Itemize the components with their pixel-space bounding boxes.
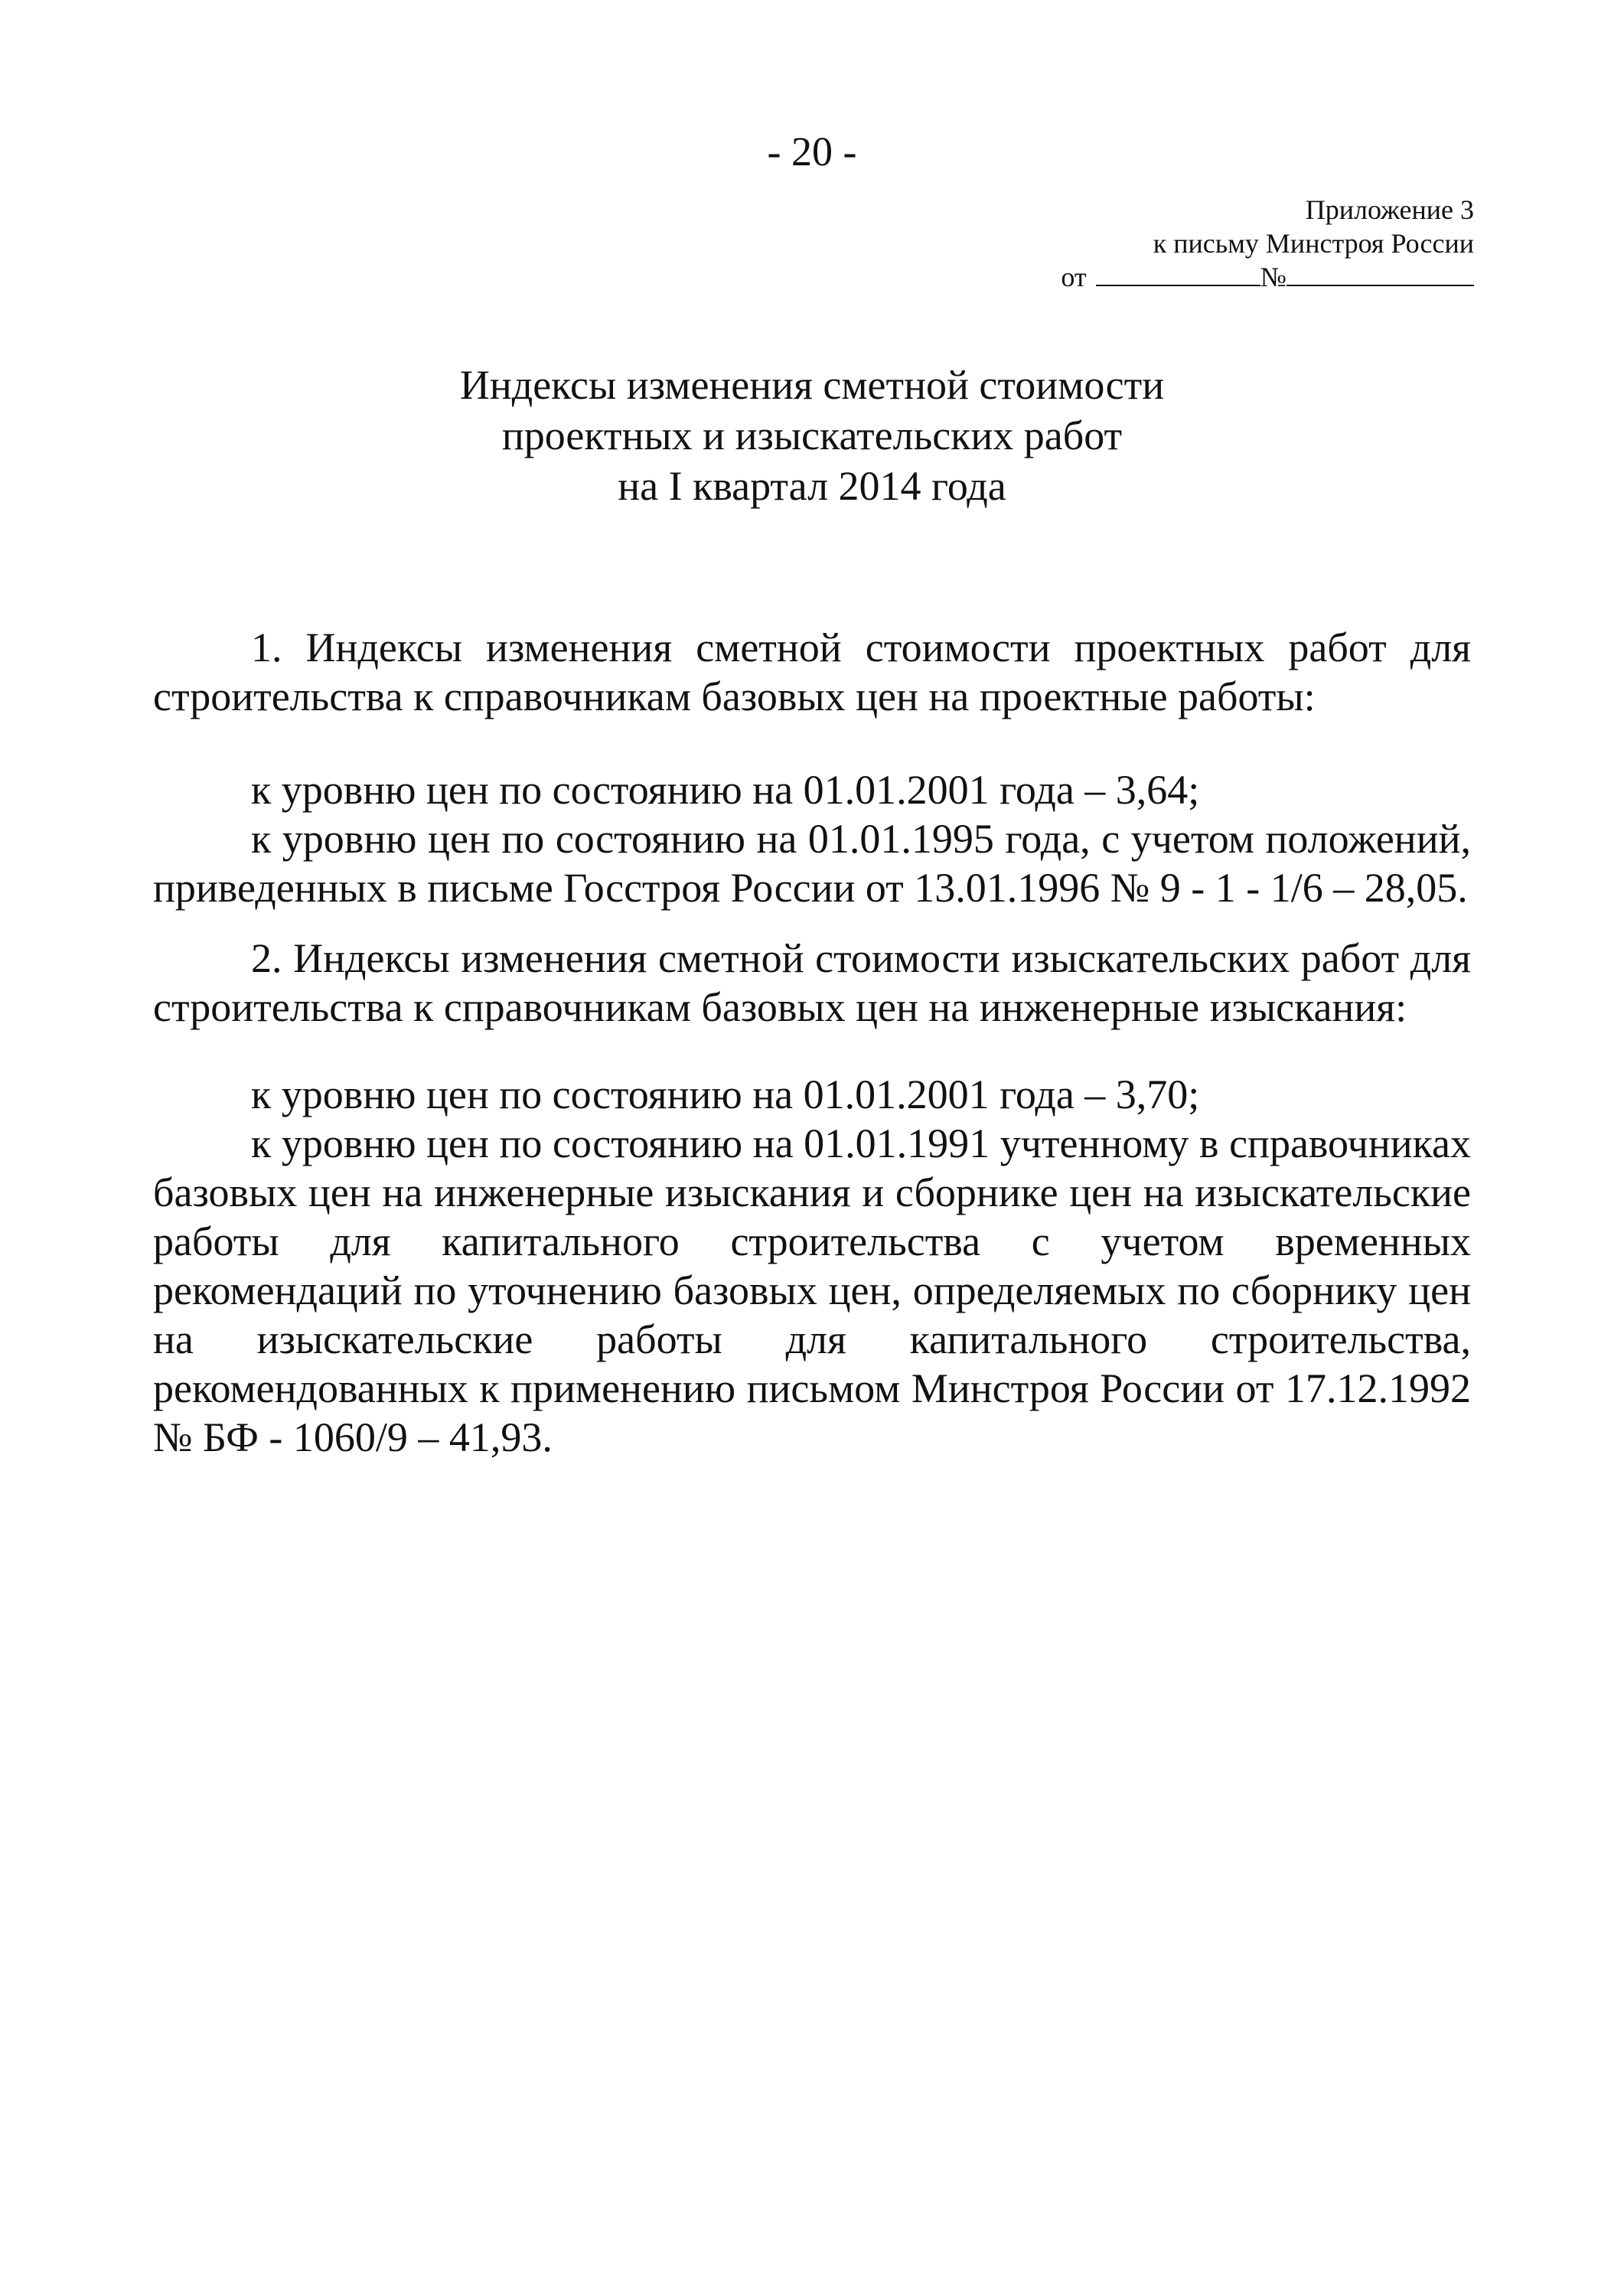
number-sign: № (1260, 262, 1286, 292)
section-1 (153, 623, 1471, 721)
title-line-1: Индексы изменения сметной стоимости (459, 362, 1165, 408)
section-2-items (153, 1070, 1471, 1462)
section-2 (153, 934, 1471, 1032)
page-number: - 20 - (767, 129, 857, 174)
title-line-3: на I квартал 2014 года (618, 463, 1006, 509)
section-2-item-2: к уровню цен по состоянию на 01.01.1991 учтенному в справочниках базовых цен на инженерные изыскания и сборнике цен на изыскательские работы для капитального строительства с учетом временных рекомендаций по уточнению базовых цен, определяемых по сборнику цен на изыскательские работы для капитального строительства, рекомендованных к применению письмом Минстроя России от 17.12.1992 № БФ - 1060/9 – 41,93. (153, 1120, 1471, 1460)
appendix-reference: к письму Минстроя России (1153, 228, 1474, 259)
number-blank (1286, 262, 1474, 286)
title-line-2: проектных и изыскательских работ (501, 413, 1123, 458)
document-title (0, 360, 1624, 511)
appendix-header (938, 193, 1474, 294)
appendix-date-line (938, 260, 1474, 294)
section-1-item-1: к уровню цен по состоянию на 01.01.2001 года – 3,64; (251, 767, 1200, 813)
section-2-item-1: к уровню цен по состоянию на 01.01.2001 года – 3,70; (251, 1071, 1200, 1117)
section-1-items (153, 765, 1471, 912)
section-1-item-2: к уровню цен по состоянию на 01.01.1995 года, с учетом положений, приведенных в письме Госстроя России от 13.01.1996 № 9 - 1 - 1/6 – 28,05. (153, 816, 1471, 911)
appendix-title: Приложение 3 (1305, 194, 1474, 225)
date-prefix: от (1061, 262, 1087, 292)
date-blank (1096, 262, 1260, 286)
section-1-heading: 1. Индексы изменения сметной стоимости проектных работ для строительства к справочникам базовых цен на проектные работы: (153, 625, 1471, 719)
section-2-heading: 2. Индексы изменения сметной стоимости изыскательских работ для строительства к справочникам базовых цен на инженерные изыскания: (153, 935, 1471, 1030)
